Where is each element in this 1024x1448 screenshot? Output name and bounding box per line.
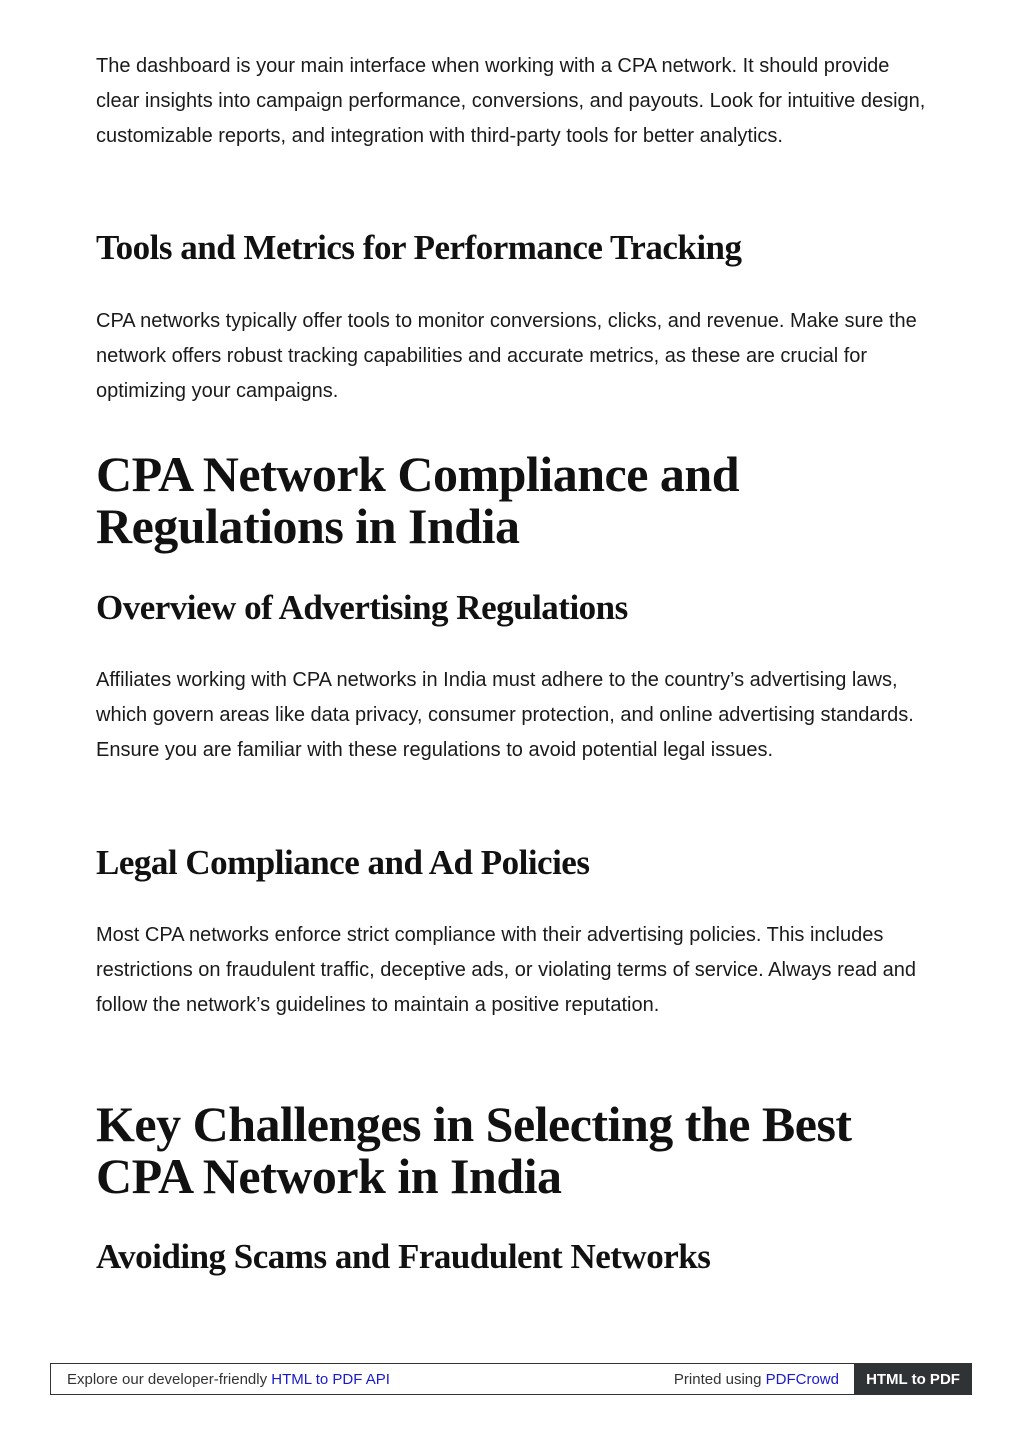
heading-tools-metrics: Tools and Metrics for Performance Tracking bbox=[96, 228, 742, 267]
footer-explore-text: Explore our developer-friendly bbox=[67, 1371, 272, 1388]
pdfcrowd-footer bbox=[50, 1363, 972, 1395]
heading-legal-compliance: Legal Compliance and Ad Policies bbox=[96, 843, 590, 882]
pdfcrowd-link[interactable]: PDFCrowd bbox=[765, 1371, 839, 1388]
paragraph-dashboard: The dashboard is your main interface when working with a CPA network. It should provide clear insights into campaign performance, conversions, and payouts. Look for intuitive design, customizable reports, and integration with third-party tools for better analytics. bbox=[96, 55, 926, 147]
html-to-pdf-api-link[interactable]: HTML to PDF API bbox=[271, 1371, 390, 1388]
footer-explore bbox=[67, 1371, 390, 1388]
heading-overview-regulations: Overview of Advertising Regulations bbox=[96, 588, 628, 627]
footer-printed bbox=[674, 1371, 839, 1388]
paragraph-tools: CPA networks typically offer tools to monitor conversions, clicks, and revenue. Make sure the network offers robust tracking capabilities and accurate metrics, as these are crucial for optimizing your campaigns. bbox=[96, 310, 917, 402]
heading-avoiding-scams: Avoiding Scams and Fraudulent Networks bbox=[96, 1237, 711, 1276]
html-to-pdf-button[interactable]: HTML to PDF bbox=[854, 1363, 972, 1395]
footer-printed-text: Printed using bbox=[673, 1371, 766, 1388]
heading-compliance: CPA Network Compliance and Regulations in India bbox=[96, 446, 740, 554]
heading-key-challenges: Key Challenges in Selecting the Best CPA Network in India bbox=[96, 1096, 852, 1204]
paragraph-legal: Most CPA networks enforce strict compliance with their advertising policies. This includes restrictions on fraudulent traffic, deceptive ads, or violating terms of service. Always read and follow the network’s guidelines to maintain a positive reputation. bbox=[96, 924, 917, 1016]
paragraph-regulations: Affiliates working with CPA networks in India must adhere to the country’s advertising laws, which govern areas like data privacy, consumer protection, and online advertising standards. Ensure you are familiar with these regulations to avoid potential legal issues. bbox=[96, 669, 914, 761]
